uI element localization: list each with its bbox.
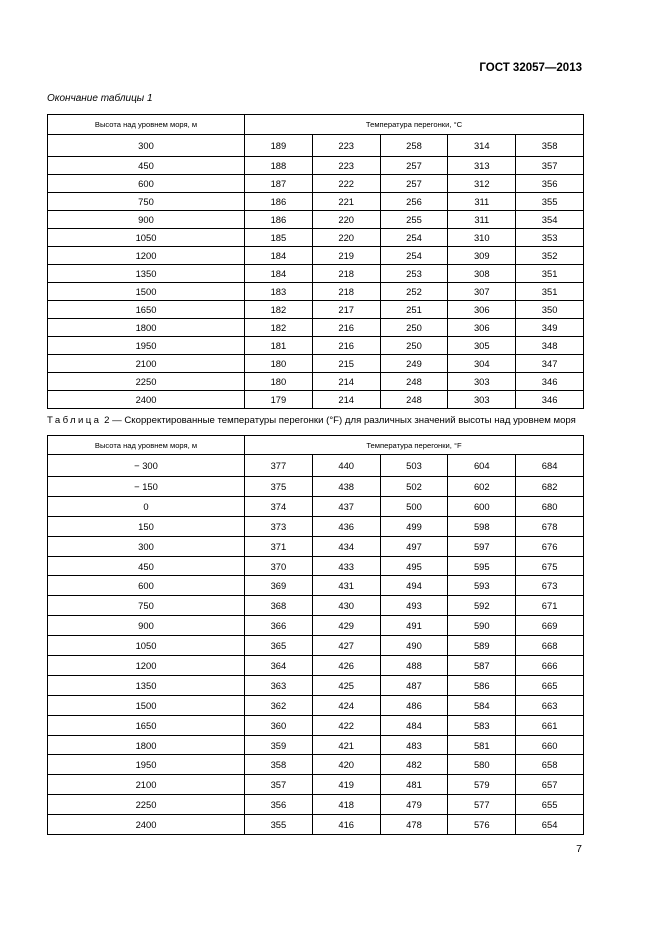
temperature-cell: 654 <box>516 815 584 835</box>
temperature-cell: 214 <box>312 391 380 409</box>
table-row <box>48 301 584 319</box>
table2-caption-number: 2 <box>104 415 110 426</box>
temperature-cell: 304 <box>448 355 516 373</box>
temperature-cell: 313 <box>448 157 516 175</box>
temperature-cell: 425 <box>312 675 380 695</box>
temperature-cell: 684 <box>516 455 584 477</box>
temperature-cell: 418 <box>312 795 380 815</box>
altitude-cell: 1650 <box>48 715 245 735</box>
temperature-cell: 366 <box>245 616 313 636</box>
temperature-cell: 420 <box>312 755 380 775</box>
temperature-cell: 675 <box>516 556 584 576</box>
temperature-cell: 180 <box>245 373 313 391</box>
table-row <box>48 157 584 175</box>
temperature-cell: 493 <box>380 596 448 616</box>
temperature-cell: 223 <box>312 157 380 175</box>
temperature-cell: 307 <box>448 283 516 301</box>
table-row <box>48 735 584 755</box>
temperature-cell: 349 <box>516 319 584 337</box>
temperature-cell: 373 <box>245 516 313 536</box>
temperature-cell: 254 <box>380 229 448 247</box>
temperature-cell: 306 <box>448 319 516 337</box>
table-row <box>48 536 584 556</box>
temperature-cell: 360 <box>245 715 313 735</box>
temperature-cell: 438 <box>312 477 380 497</box>
temperature-cell: 185 <box>245 229 313 247</box>
table-row <box>48 355 584 373</box>
altitude-cell: 600 <box>48 576 245 596</box>
table1-body <box>48 135 584 409</box>
temperature-cell: 370 <box>245 556 313 576</box>
temperature-cell: 369 <box>245 576 313 596</box>
temperature-cell: 583 <box>448 715 516 735</box>
temperature-cell: 494 <box>380 576 448 596</box>
temperature-cell: 346 <box>516 391 584 409</box>
temperature-cell: 593 <box>448 576 516 596</box>
altitude-cell: 600 <box>48 175 245 193</box>
temperature-cell: 257 <box>380 157 448 175</box>
temperature-cell: 671 <box>516 596 584 616</box>
temperature-cell: 580 <box>448 755 516 775</box>
temperature-cell: 351 <box>516 265 584 283</box>
altitude-cell: 1050 <box>48 229 245 247</box>
altitude-cell: 2100 <box>48 355 245 373</box>
table1 <box>47 114 584 409</box>
temperature-cell: 592 <box>448 596 516 616</box>
temperature-cell: 189 <box>245 135 313 157</box>
temperature-cell: 254 <box>380 247 448 265</box>
temperature-cell: 663 <box>516 695 584 715</box>
temperature-cell: 483 <box>380 735 448 755</box>
temperature-cell: 491 <box>380 616 448 636</box>
temperature-cell: 424 <box>312 695 380 715</box>
altitude-cell: 450 <box>48 157 245 175</box>
table-row <box>48 193 584 211</box>
temperature-cell: 433 <box>312 556 380 576</box>
table-row <box>48 337 584 355</box>
temperature-cell: 362 <box>245 695 313 715</box>
temperature-cell: 186 <box>245 193 313 211</box>
altitude-cell: 1950 <box>48 755 245 775</box>
temperature-cell: 604 <box>448 455 516 477</box>
altitude-cell: − 150 <box>48 477 245 497</box>
table2-temperature-header: Температура перегонки, °F <box>245 436 584 455</box>
table-row <box>48 135 584 157</box>
table1-temperature-header: Температура перегонки, °С <box>245 115 584 135</box>
temperature-cell: 484 <box>380 715 448 735</box>
temperature-cell: 252 <box>380 283 448 301</box>
temperature-cell: 215 <box>312 355 380 373</box>
temperature-cell: 357 <box>245 775 313 795</box>
temperature-cell: 666 <box>516 656 584 676</box>
temperature-cell: 359 <box>245 735 313 755</box>
table-row <box>48 775 584 795</box>
temperature-cell: 587 <box>448 656 516 676</box>
altitude-cell: 1950 <box>48 337 245 355</box>
temperature-cell: 356 <box>245 795 313 815</box>
temperature-cell: 590 <box>448 616 516 636</box>
temperature-cell: 436 <box>312 516 380 536</box>
temperature-cell: 422 <box>312 715 380 735</box>
temperature-cell: 586 <box>448 675 516 695</box>
altitude-cell: 1200 <box>48 656 245 676</box>
temperature-cell: 218 <box>312 265 380 283</box>
temperature-cell: 311 <box>448 211 516 229</box>
temperature-cell: 375 <box>245 477 313 497</box>
table2-caption-text: — Скорректированные температуры перегонки (°F) для различных значений высоты над уровнем моря <box>112 415 576 426</box>
temperature-cell: 355 <box>516 193 584 211</box>
table1-header-row <box>48 115 584 135</box>
temperature-cell: 217 <box>312 301 380 319</box>
page-number: 7 <box>576 843 582 855</box>
standard-header: ГОСТ 32057—2013 <box>479 62 582 74</box>
table2-caption <box>47 415 576 426</box>
temperature-cell: 478 <box>380 815 448 835</box>
temperature-cell: 431 <box>312 576 380 596</box>
temperature-cell: 668 <box>516 636 584 656</box>
temperature-cell: 256 <box>380 193 448 211</box>
temperature-cell: 353 <box>516 229 584 247</box>
temperature-cell: 368 <box>245 596 313 616</box>
temperature-cell: 303 <box>448 391 516 409</box>
temperature-cell: 221 <box>312 193 380 211</box>
altitude-cell: 750 <box>48 193 245 211</box>
temperature-cell: 248 <box>380 373 448 391</box>
temperature-cell: 310 <box>448 229 516 247</box>
temperature-cell: 223 <box>312 135 380 157</box>
temperature-cell: 427 <box>312 636 380 656</box>
temperature-cell: 416 <box>312 815 380 835</box>
altitude-cell: 2400 <box>48 815 245 835</box>
table-row <box>48 283 584 301</box>
temperature-cell: 669 <box>516 616 584 636</box>
temperature-cell: 503 <box>380 455 448 477</box>
temperature-cell: 377 <box>245 455 313 477</box>
temperature-cell: 371 <box>245 536 313 556</box>
temperature-cell: 183 <box>245 283 313 301</box>
temperature-cell: 584 <box>448 695 516 715</box>
altitude-cell: 1200 <box>48 247 245 265</box>
temperature-cell: 658 <box>516 755 584 775</box>
temperature-cell: 589 <box>448 636 516 656</box>
altitude-cell: 300 <box>48 536 245 556</box>
temperature-cell: 219 <box>312 247 380 265</box>
table-row <box>48 795 584 815</box>
altitude-cell: 2100 <box>48 775 245 795</box>
table2-body <box>48 455 584 835</box>
altitude-cell: 300 <box>48 135 245 157</box>
temperature-cell: 481 <box>380 775 448 795</box>
altitude-cell: 900 <box>48 616 245 636</box>
altitude-cell: 1650 <box>48 301 245 319</box>
temperature-cell: 257 <box>380 175 448 193</box>
temperature-cell: 222 <box>312 175 380 193</box>
temperature-cell: 314 <box>448 135 516 157</box>
table-row <box>48 755 584 775</box>
table-row <box>48 247 584 265</box>
temperature-cell: 255 <box>380 211 448 229</box>
temperature-cell: 218 <box>312 283 380 301</box>
temperature-cell: 354 <box>516 211 584 229</box>
altitude-cell: 1050 <box>48 636 245 656</box>
temperature-cell: 426 <box>312 656 380 676</box>
table2-altitude-header: Высота над уровнем моря, м <box>48 436 245 455</box>
table-row <box>48 556 584 576</box>
temperature-cell: 250 <box>380 319 448 337</box>
temperature-cell: 660 <box>516 735 584 755</box>
table-row <box>48 211 584 229</box>
temperature-cell: 251 <box>380 301 448 319</box>
table-row <box>48 715 584 735</box>
temperature-cell: 250 <box>380 337 448 355</box>
altitude-cell: 1350 <box>48 265 245 283</box>
altitude-cell: 450 <box>48 556 245 576</box>
temperature-cell: 350 <box>516 301 584 319</box>
table2 <box>47 435 584 835</box>
temperature-cell: 440 <box>312 455 380 477</box>
table2-caption-label: Таблица <box>47 415 102 426</box>
table-row <box>48 576 584 596</box>
temperature-cell: 346 <box>516 373 584 391</box>
temperature-cell: 579 <box>448 775 516 795</box>
temperature-cell: 434 <box>312 536 380 556</box>
altitude-cell: 0 <box>48 496 245 516</box>
table-row <box>48 229 584 247</box>
temperature-cell: 365 <box>245 636 313 656</box>
table-row <box>48 815 584 835</box>
temperature-cell: 374 <box>245 496 313 516</box>
altitude-cell: 1800 <box>48 735 245 755</box>
temperature-cell: 356 <box>516 175 584 193</box>
temperature-cell: 482 <box>380 755 448 775</box>
temperature-cell: 497 <box>380 536 448 556</box>
table2-header-row <box>48 436 584 455</box>
temperature-cell: 600 <box>448 496 516 516</box>
temperature-cell: 303 <box>448 373 516 391</box>
temperature-cell: 419 <box>312 775 380 795</box>
temperature-cell: 214 <box>312 373 380 391</box>
table-row <box>48 477 584 497</box>
table-row <box>48 616 584 636</box>
temperature-cell: 258 <box>380 135 448 157</box>
temperature-cell: 495 <box>380 556 448 576</box>
altitude-cell: 1500 <box>48 695 245 715</box>
temperature-cell: 216 <box>312 337 380 355</box>
temperature-cell: 598 <box>448 516 516 536</box>
table-row <box>48 319 584 337</box>
table-row <box>48 175 584 193</box>
altitude-cell: 2250 <box>48 373 245 391</box>
table-row <box>48 656 584 676</box>
table-row <box>48 636 584 656</box>
temperature-cell: 358 <box>245 755 313 775</box>
temperature-cell: 220 <box>312 211 380 229</box>
temperature-cell: 595 <box>448 556 516 576</box>
altitude-cell: 900 <box>48 211 245 229</box>
table-row <box>48 596 584 616</box>
temperature-cell: 661 <box>516 715 584 735</box>
temperature-cell: 678 <box>516 516 584 536</box>
temperature-cell: 355 <box>245 815 313 835</box>
temperature-cell: 357 <box>516 157 584 175</box>
temperature-cell: 602 <box>448 477 516 497</box>
altitude-cell: − 300 <box>48 455 245 477</box>
table-row <box>48 496 584 516</box>
temperature-cell: 488 <box>380 656 448 676</box>
temperature-cell: 358 <box>516 135 584 157</box>
altitude-cell: 150 <box>48 516 245 536</box>
temperature-cell: 430 <box>312 596 380 616</box>
temperature-cell: 182 <box>245 319 313 337</box>
temperature-cell: 487 <box>380 675 448 695</box>
temperature-cell: 182 <box>245 301 313 319</box>
temperature-cell: 187 <box>245 175 313 193</box>
temperature-cell: 186 <box>245 211 313 229</box>
temperature-cell: 437 <box>312 496 380 516</box>
temperature-cell: 253 <box>380 265 448 283</box>
table-row <box>48 373 584 391</box>
altitude-cell: 750 <box>48 596 245 616</box>
temperature-cell: 576 <box>448 815 516 835</box>
altitude-cell: 2250 <box>48 795 245 815</box>
table-row <box>48 516 584 536</box>
altitude-cell: 1350 <box>48 675 245 695</box>
temperature-cell: 309 <box>448 247 516 265</box>
temperature-cell: 352 <box>516 247 584 265</box>
temperature-cell: 312 <box>448 175 516 193</box>
temperature-cell: 680 <box>516 496 584 516</box>
temperature-cell: 351 <box>516 283 584 301</box>
table-row <box>48 455 584 477</box>
temperature-cell: 249 <box>380 355 448 373</box>
table1-caption: Окончание таблицы 1 <box>47 93 153 104</box>
temperature-cell: 347 <box>516 355 584 373</box>
temperature-cell: 216 <box>312 319 380 337</box>
temperature-cell: 180 <box>245 355 313 373</box>
temperature-cell: 479 <box>380 795 448 815</box>
temperature-cell: 597 <box>448 536 516 556</box>
temperature-cell: 306 <box>448 301 516 319</box>
temperature-cell: 577 <box>448 795 516 815</box>
temperature-cell: 665 <box>516 675 584 695</box>
table1-altitude-header: Высота над уровнем моря, м <box>48 115 245 135</box>
temperature-cell: 184 <box>245 265 313 283</box>
temperature-cell: 490 <box>380 636 448 656</box>
temperature-cell: 308 <box>448 265 516 283</box>
temperature-cell: 248 <box>380 391 448 409</box>
altitude-cell: 1500 <box>48 283 245 301</box>
temperature-cell: 188 <box>245 157 313 175</box>
temperature-cell: 655 <box>516 795 584 815</box>
temperature-cell: 500 <box>380 496 448 516</box>
temperature-cell: 499 <box>380 516 448 536</box>
temperature-cell: 657 <box>516 775 584 795</box>
temperature-cell: 220 <box>312 229 380 247</box>
table-row <box>48 675 584 695</box>
table-row <box>48 391 584 409</box>
temperature-cell: 311 <box>448 193 516 211</box>
temperature-cell: 676 <box>516 536 584 556</box>
temperature-cell: 581 <box>448 735 516 755</box>
temperature-cell: 682 <box>516 477 584 497</box>
table-row <box>48 695 584 715</box>
temperature-cell: 486 <box>380 695 448 715</box>
temperature-cell: 502 <box>380 477 448 497</box>
temperature-cell: 421 <box>312 735 380 755</box>
temperature-cell: 348 <box>516 337 584 355</box>
temperature-cell: 184 <box>245 247 313 265</box>
temperature-cell: 181 <box>245 337 313 355</box>
temperature-cell: 179 <box>245 391 313 409</box>
temperature-cell: 429 <box>312 616 380 636</box>
temperature-cell: 363 <box>245 675 313 695</box>
temperature-cell: 305 <box>448 337 516 355</box>
table-row <box>48 265 584 283</box>
altitude-cell: 2400 <box>48 391 245 409</box>
temperature-cell: 673 <box>516 576 584 596</box>
temperature-cell: 364 <box>245 656 313 676</box>
altitude-cell: 1800 <box>48 319 245 337</box>
